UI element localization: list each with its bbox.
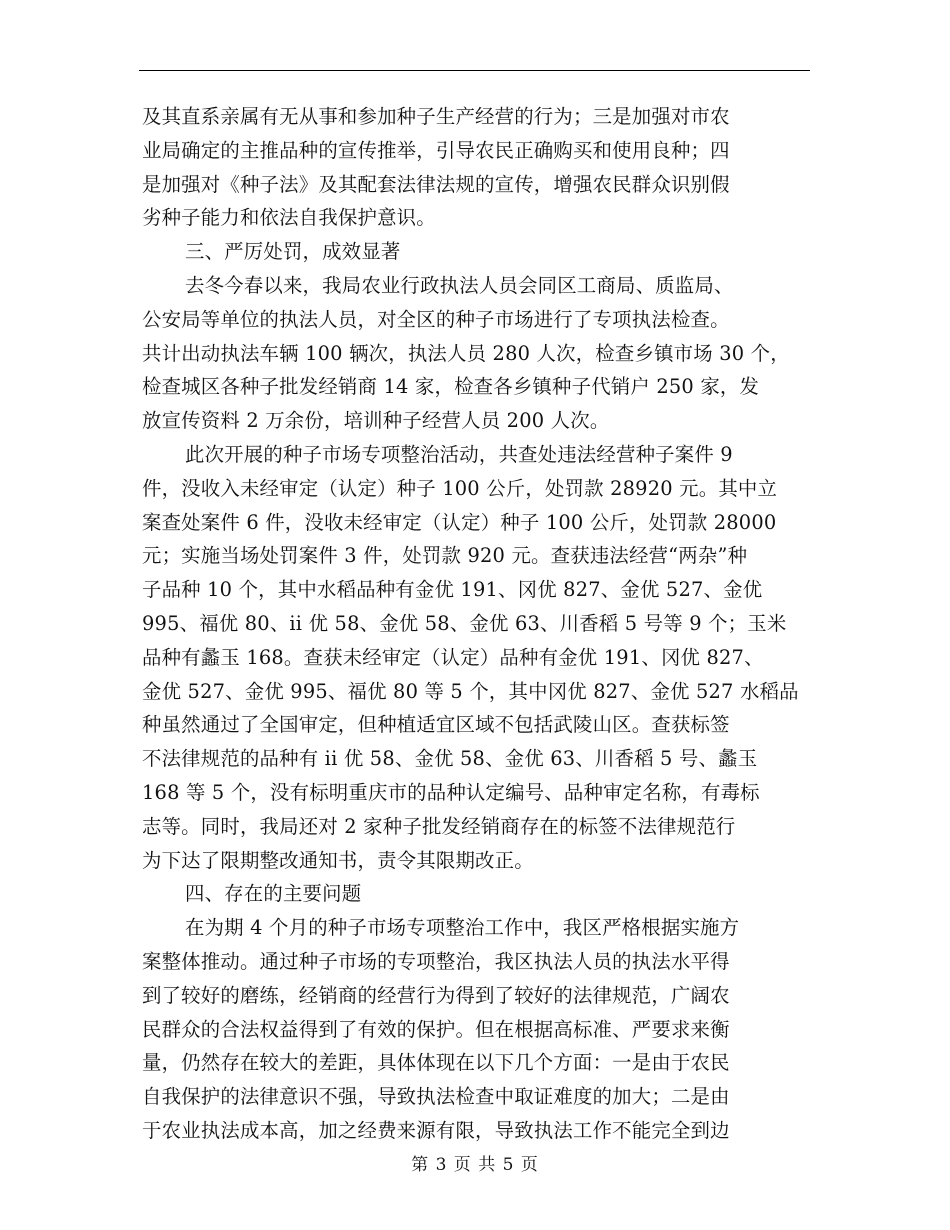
- text-line: 民群众的合法权益得到了有效的保护。但在根据高标准、严要求来衡: [142, 1017, 730, 1041]
- text-line: 三、严厉处罚，成效显著: [185, 240, 401, 264]
- text-line: 去冬今春以来，我局农业行政执法人员会同区工商局、质监局、: [185, 273, 734, 297]
- text-line: 案整体推动。通过种子市场的专项整治，我区执法人员的执法水平得: [142, 949, 730, 973]
- text-line: 为下达了限期整改通知书，责令其限期改正。: [142, 848, 534, 872]
- text-line: 四、存在的主要问题: [185, 882, 362, 906]
- text-line: 995、福优 80、ii 优 58、金优 58、金优 63、川香稻 5 号等 9 个；玉米: [142, 611, 787, 635]
- text-line: 不法律规范的品种有 ii 优 58、金优 58、金优 63、川香稻 5 号、蠡玉: [142, 747, 758, 771]
- text-line: 元；实施当场处罚案件 3 件，处罚款 920 元。查获违法经营“两杂”种: [142, 544, 748, 568]
- text-line: 到了较好的磨练，经销商的经营行为得到了较好的法律规范，广阔农: [142, 983, 730, 1007]
- text-line: 自我保护的法律意识不强，导致执法检查中取证难度的加大；二是由: [142, 1085, 730, 1109]
- text-line: 业局确定的主推品种的宣传推举，引导农民正确购买和使用良种；四: [142, 138, 730, 162]
- text-line: 公安局等单位的执法人员，对全区的种子市场进行了专项执法检查。: [142, 307, 730, 331]
- text-line: 检查城区各种子批发经销商 14 家，检查各乡镇种子代销户 250 家，发: [142, 375, 760, 399]
- text-line: 及其直系亲属有无从事和参加种子生产经营的行为；三是加强对市农: [142, 105, 730, 128]
- text-line: 放宣传资料 2 万余份，培训种子经营人员 200 人次。: [142, 409, 610, 433]
- text-line: 种虽然通过了全国审定，但种植适宜区域不包括武陵山区。查获标签: [142, 713, 730, 737]
- text-line: 案查处案件 6 件，没收未经审定（认定）种子 100 公斤，处罚款 28000: [142, 510, 777, 534]
- header-rule: [139, 70, 810, 71]
- text-line: 是加强对《种子法》及其配套法律法规的宣传，增强农民群众识别假: [142, 172, 730, 196]
- text-line: 于农业执法成本高，加之经费来源有限，导致执法工作不能完全到边: [142, 1118, 730, 1142]
- text-line: 168 等 5 个，没有标明重庆市的品种认定编号、品种审定名称，有毒标: [142, 780, 760, 804]
- text-line: 子品种 10 个，其中水稻品种有金优 191、冈优 827、金优 527、金优: [142, 578, 763, 602]
- page-number: 第 3 页 共 5 页: [411, 1155, 539, 1175]
- document-body: [142, 100, 810, 1148]
- text-line: 劣种子能力和依法自我保护意识。: [142, 206, 436, 230]
- text-line: 品种有蠡玉 168。查获未经审定（认定）品种有金优 191、冈优 827、: [142, 645, 764, 669]
- text-line: 量，仍然存在较大的差距，具体体现在以下几个方面：一是由于农民: [142, 1051, 730, 1075]
- text-line: 共计出动执法车辆 100 辆次，执法人员 280 人次，检查乡镇市场 30 个，: [142, 341, 790, 365]
- text-line: 在为期 4 个月的种子市场专项整治工作中，我区严格根据实施方: [185, 916, 740, 940]
- text-line: 件，没收入未经审定（认定）种子 100 公斤，处罚款 28920 元。其中立: [142, 476, 778, 500]
- text-line: 金优 527、金优 995、福优 80 等 5 个，其中冈优 827、金优 527 水稻品: [142, 679, 799, 703]
- text-line: 此次开展的种子市场专项整治活动，共查处违法经营种子案件 9: [185, 442, 733, 466]
- text-line: 志等。同时，我局还对 2 家种子批发经销商存在的标签不法律规范行: [142, 814, 736, 838]
